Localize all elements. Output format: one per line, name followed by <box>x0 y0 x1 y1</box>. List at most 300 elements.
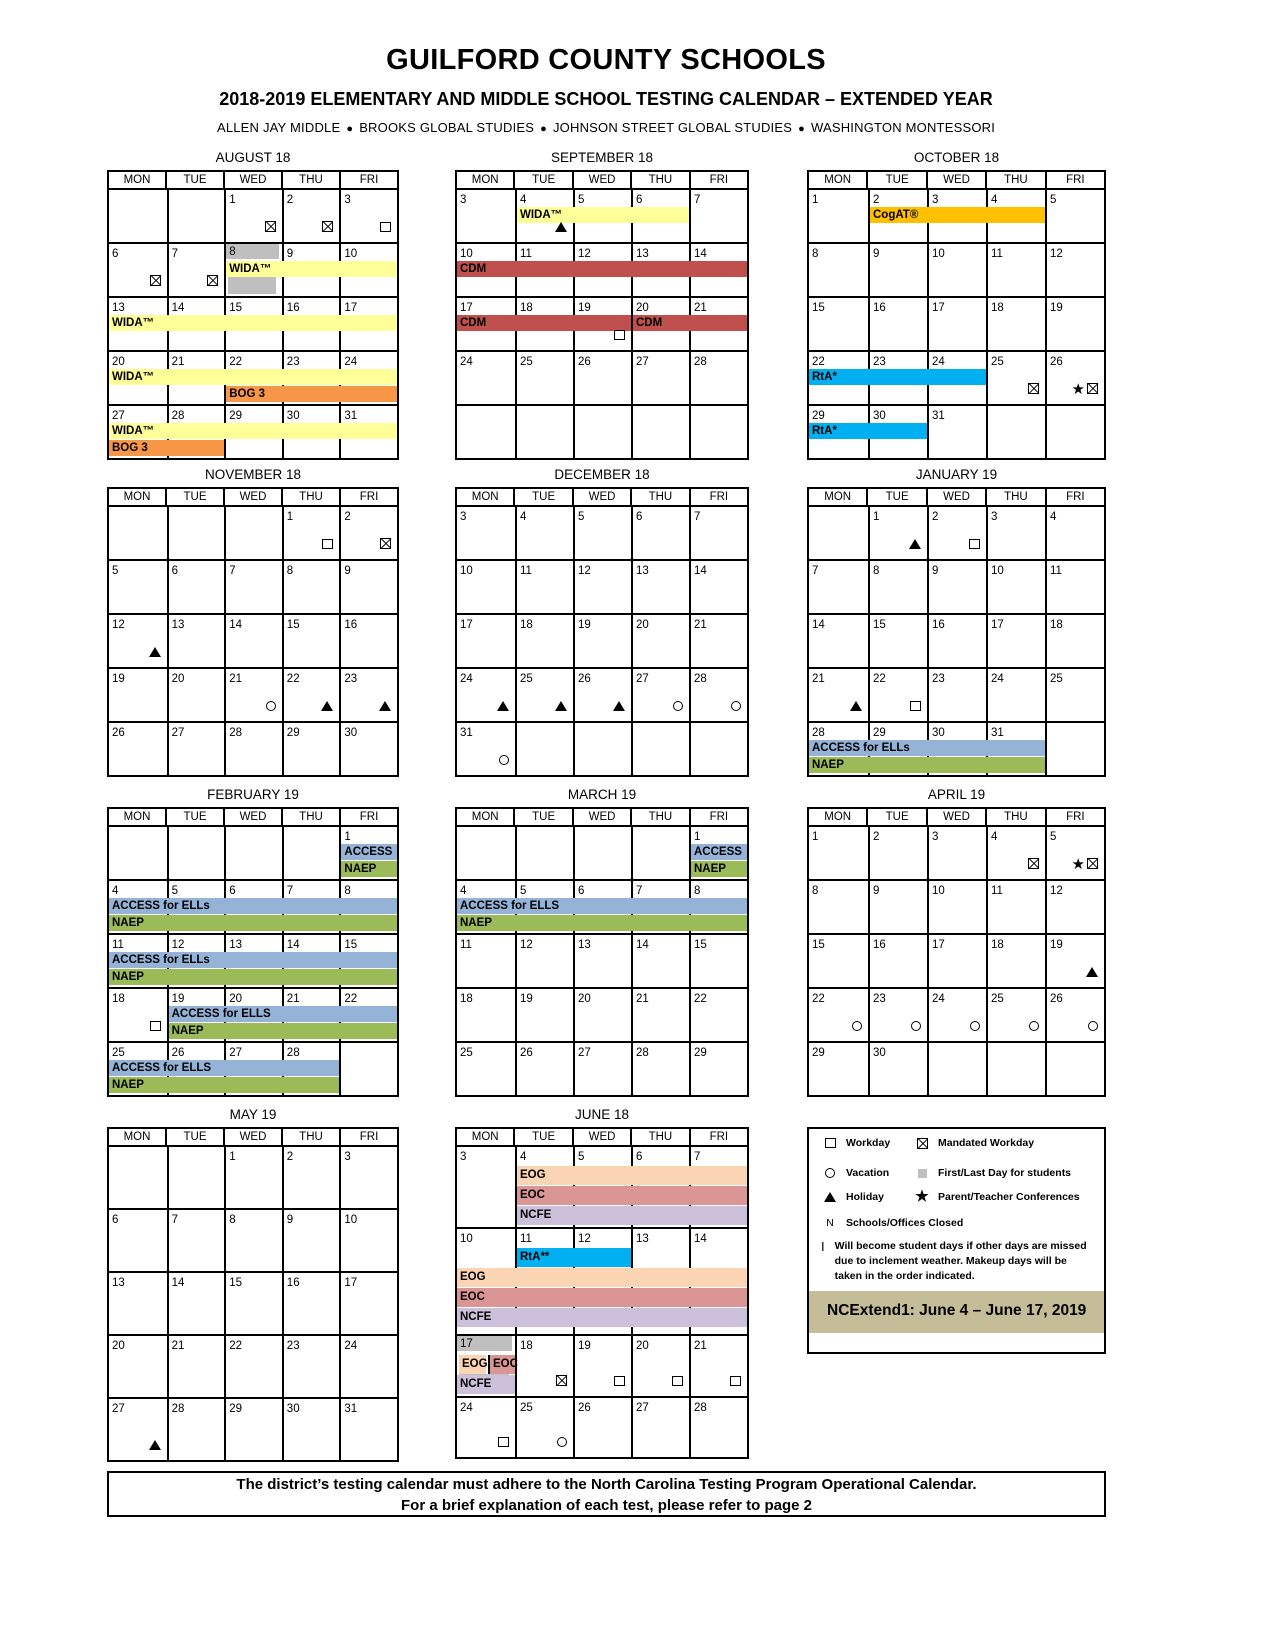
day-cell <box>457 935 515 987</box>
day-cell <box>109 615 167 667</box>
day-cell <box>167 1210 225 1271</box>
day-number: 19 <box>1050 939 1063 951</box>
week-row <box>457 1396 747 1457</box>
empty-cell <box>109 190 167 242</box>
day-number: 27 <box>229 1047 242 1059</box>
test-window-bar: CDM <box>457 315 631 331</box>
day-marker <box>1072 381 1098 399</box>
month-title: AUGUST 18 <box>215 150 291 165</box>
day-cell <box>457 723 515 775</box>
mandated-workday-icon <box>207 275 218 286</box>
week-row <box>109 1271 397 1334</box>
month-grid <box>455 807 749 1097</box>
day-number: 20 <box>578 993 591 1005</box>
week-row <box>109 507 397 559</box>
day-number: 8 <box>812 248 819 260</box>
day-number: 27 <box>171 727 185 739</box>
day-marker <box>499 752 509 770</box>
day-number: 12 <box>171 939 185 951</box>
day-cell <box>868 881 927 933</box>
week-row <box>809 242 1104 296</box>
holiday-icon <box>321 701 333 711</box>
empty-cell <box>631 827 689 879</box>
mandated-workday-icon <box>1087 383 1098 394</box>
day-number: 27 <box>636 356 649 368</box>
day-number: 22 <box>694 993 707 1005</box>
month-grid <box>455 1127 749 1459</box>
week-row <box>457 296 747 350</box>
day-number: 4 <box>1050 511 1057 523</box>
empty-cell <box>457 827 515 879</box>
month-calendar <box>107 1107 399 1462</box>
week-row <box>109 1208 397 1271</box>
workday-icon <box>730 1376 741 1386</box>
day-number: 8 <box>344 885 351 897</box>
day-cell <box>689 1336 747 1396</box>
day-cell <box>631 935 689 987</box>
day-number: 22 <box>286 673 300 685</box>
day-cell <box>927 935 986 987</box>
day-cell <box>515 561 573 613</box>
day-number: 7 <box>171 248 178 260</box>
day-cell <box>515 352 573 404</box>
day-cell <box>809 1043 868 1095</box>
day-marker <box>150 1018 161 1036</box>
day-cell <box>109 1210 167 1271</box>
day-number: 15 <box>229 302 242 314</box>
empty-cell <box>631 723 689 775</box>
day-number: 30 <box>344 727 358 739</box>
star-icon: ★ <box>1071 381 1085 398</box>
mandated-workday-icon <box>150 275 161 286</box>
day-number: 6 <box>171 565 178 577</box>
day-cell <box>167 723 225 775</box>
day-number: 15 <box>812 939 825 951</box>
legend-box <box>807 1127 1106 1354</box>
bullet-icon: ● <box>540 123 547 135</box>
month-title: APRIL 19 <box>927 787 986 802</box>
weekday-label: FRI <box>689 809 747 825</box>
weekday-header <box>109 809 397 827</box>
weekday-header <box>109 1129 397 1147</box>
day-cell <box>1045 298 1104 350</box>
day-cell <box>868 989 927 1041</box>
day-cell <box>986 615 1045 667</box>
empty-cell <box>689 723 747 775</box>
day-cell <box>457 561 515 613</box>
day-cell <box>631 561 689 613</box>
month-calendar <box>107 150 399 460</box>
day-number: 10 <box>932 885 945 897</box>
day-cell <box>986 298 1045 350</box>
day-number: 31 <box>344 410 358 422</box>
day-cell <box>339 1273 397 1334</box>
school-name: BROOKS GLOBAL STUDIES <box>359 120 535 135</box>
day-number: 18 <box>520 619 533 631</box>
day-number: 22 <box>812 356 825 368</box>
empty-cell <box>224 827 282 879</box>
week-row <box>809 350 1104 404</box>
day-marker <box>498 1434 509 1452</box>
day-number: 23 <box>344 673 358 685</box>
day-number: 12 <box>112 619 125 631</box>
weekday-label: THU <box>281 172 339 188</box>
day-number: 9 <box>286 1214 294 1226</box>
day-cell <box>167 615 225 667</box>
day-number: 7 <box>694 194 701 206</box>
day-number: 26 <box>520 1047 533 1059</box>
test-window-bar: ACCESS for ELLs <box>109 952 397 968</box>
day-marker <box>970 1018 980 1036</box>
day-cell <box>809 827 868 879</box>
day-number: 14 <box>171 1277 185 1289</box>
test-window-bar: NCFE <box>517 1206 747 1225</box>
day-number: 1 <box>694 831 701 843</box>
day-cell <box>868 298 927 350</box>
day-cell <box>457 1147 515 1227</box>
day-cell <box>927 827 986 879</box>
day-cell <box>927 615 986 667</box>
day-cell <box>339 507 397 559</box>
day-cell <box>339 723 397 775</box>
day-cell <box>515 615 573 667</box>
week-row <box>109 1397 397 1460</box>
day-cell <box>986 989 1045 1041</box>
vacation-icon <box>673 701 683 711</box>
day-cell <box>1045 507 1104 559</box>
weekday-label: THU <box>281 1129 339 1145</box>
month-calendar <box>455 787 749 1097</box>
day-number: 18 <box>991 302 1004 314</box>
weekday-label: MON <box>471 1131 499 1143</box>
test-window-bar: BOG 3 <box>109 440 224 456</box>
day-cell <box>224 1399 282 1460</box>
day-number: 25 <box>112 1047 125 1059</box>
day-number: 13 <box>112 1277 125 1289</box>
week-row <box>457 1147 747 1227</box>
empty-cell <box>109 827 167 879</box>
day-number: 9 <box>286 248 294 260</box>
day-number: 2 <box>932 511 939 523</box>
test-window-bar: NAEP <box>109 969 397 985</box>
month-grid <box>107 170 399 460</box>
day-number: 28 <box>694 673 707 685</box>
day-number: 10 <box>460 248 473 260</box>
day-number: 22 <box>873 673 886 685</box>
day-number: 2 <box>873 194 880 206</box>
day-cell <box>689 935 747 987</box>
day-cell <box>224 669 282 721</box>
test-window-bar: RtA* <box>809 423 927 439</box>
day-marker <box>1088 1018 1098 1036</box>
day-number: 29 <box>694 1047 707 1059</box>
day-number: 4 <box>520 1151 527 1163</box>
day-number: 4 <box>112 885 119 897</box>
day-marker <box>556 1373 567 1391</box>
day-cell <box>927 244 986 296</box>
day-cell <box>1045 244 1104 296</box>
week-row <box>457 933 747 987</box>
day-number: 11 <box>991 248 1003 260</box>
school-name: WASHINGTON MONTESSORI <box>810 120 996 135</box>
day-number: 5 <box>578 511 585 523</box>
day-cell <box>282 1210 340 1271</box>
day-number: 31 <box>932 410 945 422</box>
day-number: 28 <box>694 1402 707 1414</box>
day-marker <box>613 698 625 716</box>
day-number: 14 <box>636 939 649 951</box>
day-number: 7 <box>286 885 294 897</box>
day-number: 4 <box>991 194 998 206</box>
workday-icon <box>614 330 625 340</box>
day-cell <box>927 881 986 933</box>
day-number: 19 <box>578 619 591 631</box>
day-number: 11 <box>112 939 124 951</box>
mandated-workday-icon <box>1028 383 1039 394</box>
week-row <box>457 721 747 775</box>
month-calendar <box>455 150 749 460</box>
mandated-workday-icon <box>917 1138 928 1149</box>
day-number: 21 <box>171 356 185 368</box>
day-marker <box>322 536 333 554</box>
day-marker <box>1086 964 1098 982</box>
day-number: 31 <box>344 1403 358 1415</box>
weekday-label: WED <box>926 489 985 505</box>
day-cell <box>339 1336 397 1397</box>
day-number: 17 <box>932 302 945 314</box>
week-row <box>809 987 1104 1041</box>
day-cell <box>573 1336 631 1396</box>
day-marker <box>673 698 683 716</box>
day-cell <box>868 669 927 721</box>
day-number: 18 <box>460 993 473 1005</box>
day-number: 16 <box>286 302 300 314</box>
day-number: 11 <box>1050 565 1062 577</box>
day-number: 21 <box>286 993 300 1005</box>
empty-cell <box>167 507 225 559</box>
day-cell <box>224 561 282 613</box>
weekday-label: THU <box>630 809 688 825</box>
first-last-day-shade <box>228 274 276 294</box>
day-number: 29 <box>229 1403 242 1415</box>
week-row <box>109 879 397 933</box>
day-number: 31 <box>460 727 473 739</box>
day-number: 3 <box>460 511 467 523</box>
weekday-label: MON <box>123 491 151 503</box>
empty-cell <box>689 406 747 458</box>
day-number: 9 <box>932 565 939 577</box>
day-marker <box>1028 381 1039 399</box>
week-row <box>809 721 1104 775</box>
day-number: 21 <box>636 993 649 1005</box>
day-cell <box>689 352 747 404</box>
day-number: 17 <box>344 1277 358 1289</box>
day-number: 12 <box>578 565 591 577</box>
day-cell <box>631 669 689 721</box>
day-number: 6 <box>229 885 236 897</box>
weekday-header <box>457 1129 747 1147</box>
day-cell <box>224 723 282 775</box>
day-number: 28 <box>812 727 825 739</box>
day-number: 23 <box>873 356 886 368</box>
day-cell <box>809 244 868 296</box>
day-cell <box>689 615 747 667</box>
day-marker <box>909 536 921 554</box>
test-window-bar: EOG <box>517 1166 747 1185</box>
empty-cell <box>282 827 340 879</box>
weekday-label: WED <box>926 809 985 825</box>
page-title: GUILFORD COUNTY SCHOOLS <box>386 44 826 76</box>
school-name: ALLEN JAY MIDDLE <box>216 120 341 135</box>
legend-note <box>821 1239 1096 1284</box>
day-cell <box>167 1336 225 1397</box>
day-cell <box>224 1336 282 1397</box>
day-cell <box>631 352 689 404</box>
week-row <box>109 296 397 350</box>
day-cell <box>986 669 1045 721</box>
week-row <box>109 242 397 296</box>
day-number: 12 <box>578 248 591 260</box>
day-cell <box>224 1147 282 1208</box>
day-number: 30 <box>286 410 300 422</box>
day-cell <box>457 1043 515 1095</box>
empty-cell <box>927 1043 986 1095</box>
weekday-label: TUE <box>513 1129 571 1145</box>
test-window-bar: ACCESS for ELLS <box>109 1060 339 1076</box>
empty-cell <box>457 406 515 458</box>
month-grid <box>455 487 749 777</box>
day-cell <box>868 935 927 987</box>
day-marker <box>150 273 161 291</box>
month-calendar <box>807 787 1106 1097</box>
legend-icon-wrap <box>823 1192 837 1202</box>
school-list <box>0 120 1212 135</box>
week-row <box>809 559 1104 613</box>
day-number: 14 <box>229 619 242 631</box>
test-window-bar: CDM <box>633 315 747 331</box>
weekday-label: FRI <box>339 809 397 825</box>
day-cell <box>109 1399 167 1460</box>
vacation-icon <box>499 755 509 765</box>
workday-icon <box>322 539 333 549</box>
test-window-bar: EOG <box>457 1268 747 1287</box>
test-window-bar: ACCESS for ELLS <box>169 1006 397 1022</box>
page-subtitle: 2018-2019 ELEMENTARY AND MIDDLE SCHOOL TESTING CALENDAR – EXTENDED YEAR <box>219 89 993 109</box>
empty-cell <box>809 507 868 559</box>
day-cell <box>809 989 868 1041</box>
day-marker <box>614 1373 625 1391</box>
day-number: 27 <box>112 1403 125 1415</box>
holiday-icon <box>497 701 509 711</box>
month-title: JANUARY 19 <box>915 467 998 482</box>
weekday-label: MON <box>824 174 852 186</box>
day-number: 20 <box>636 1340 649 1352</box>
weekday-label: THU <box>281 809 339 825</box>
day-number: 6 <box>636 194 643 206</box>
month-title: JUNE 18 <box>574 1107 630 1122</box>
week-row <box>457 1227 747 1334</box>
footer-line-1: The district’s testing calendar must adhere to the North Carolina Testing Program Operational Calendar. <box>236 1476 977 1493</box>
day-cell <box>282 1273 340 1334</box>
day-number: 7 <box>636 885 643 897</box>
test-window-bar: NAEP <box>457 915 747 931</box>
day-cell <box>167 669 225 721</box>
legend-icon-wrap <box>823 1138 837 1148</box>
weekday-label: THU <box>630 1129 688 1145</box>
day-marker <box>850 698 862 716</box>
day-cell <box>1045 190 1104 242</box>
workday-icon <box>498 1437 509 1447</box>
day-number: 6 <box>636 1151 643 1163</box>
weekday-label: FRI <box>339 1129 397 1145</box>
weekday-label: THU <box>630 489 688 505</box>
day-number: 24 <box>991 673 1004 685</box>
weekday-label: MON <box>123 1131 151 1143</box>
day-number: 9 <box>344 565 351 577</box>
day-cell <box>109 989 167 1041</box>
week-row <box>109 350 397 404</box>
day-number: 16 <box>344 619 358 631</box>
day-number: 11 <box>460 939 472 951</box>
day-number: 29 <box>873 727 886 739</box>
day-cell <box>457 669 515 721</box>
day-number: 24 <box>932 993 945 1005</box>
day-cell <box>689 561 747 613</box>
day-marker <box>911 1018 921 1036</box>
day-number: 6 <box>578 885 585 897</box>
day-number: 3 <box>991 511 998 523</box>
day-number: 1 <box>229 194 236 206</box>
day-number: 5 <box>1050 831 1057 843</box>
day-number: 14 <box>694 1233 707 1245</box>
day-cell <box>573 669 631 721</box>
day-number: 22 <box>344 993 358 1005</box>
week-row <box>457 507 747 559</box>
day-number: 29 <box>286 727 300 739</box>
test-window-bar: ACCESS <box>691 844 747 860</box>
week-row <box>809 507 1104 559</box>
test-window-bar: NAEP <box>169 1023 397 1039</box>
weekday-label: WED <box>223 809 281 825</box>
day-cell <box>282 1147 340 1208</box>
day-number: 28 <box>636 1047 649 1059</box>
day-number: 6 <box>112 248 119 260</box>
day-cell <box>515 669 573 721</box>
day-number: 26 <box>1050 993 1063 1005</box>
month-title: OCTOBER 18 <box>913 150 1000 165</box>
workday-icon <box>672 1376 683 1386</box>
month-grid <box>107 487 399 777</box>
mandated-workday-icon <box>556 1375 567 1386</box>
day-marker <box>852 1018 862 1036</box>
day-number: 5 <box>171 885 178 897</box>
day-cell <box>282 1336 340 1397</box>
day-number: 23 <box>873 993 886 1005</box>
day-number: 13 <box>636 565 649 577</box>
day-number: 25 <box>520 1402 533 1414</box>
day-marker <box>1029 1018 1039 1036</box>
legend-note-text: Will become student days if other days are missed due to inclement weather. Makeup days will be taken in the order indicated. <box>834 1240 1087 1282</box>
workday-icon <box>614 1376 625 1386</box>
day-cell <box>809 190 868 242</box>
day-number: 4 <box>460 885 467 897</box>
day-number: 5 <box>112 565 119 577</box>
weekday-label: FRI <box>339 489 397 505</box>
week-row <box>457 350 747 404</box>
day-number: 20 <box>636 302 649 314</box>
test-window-bar: RtA** <box>517 1248 631 1267</box>
day-cell <box>1045 989 1104 1041</box>
